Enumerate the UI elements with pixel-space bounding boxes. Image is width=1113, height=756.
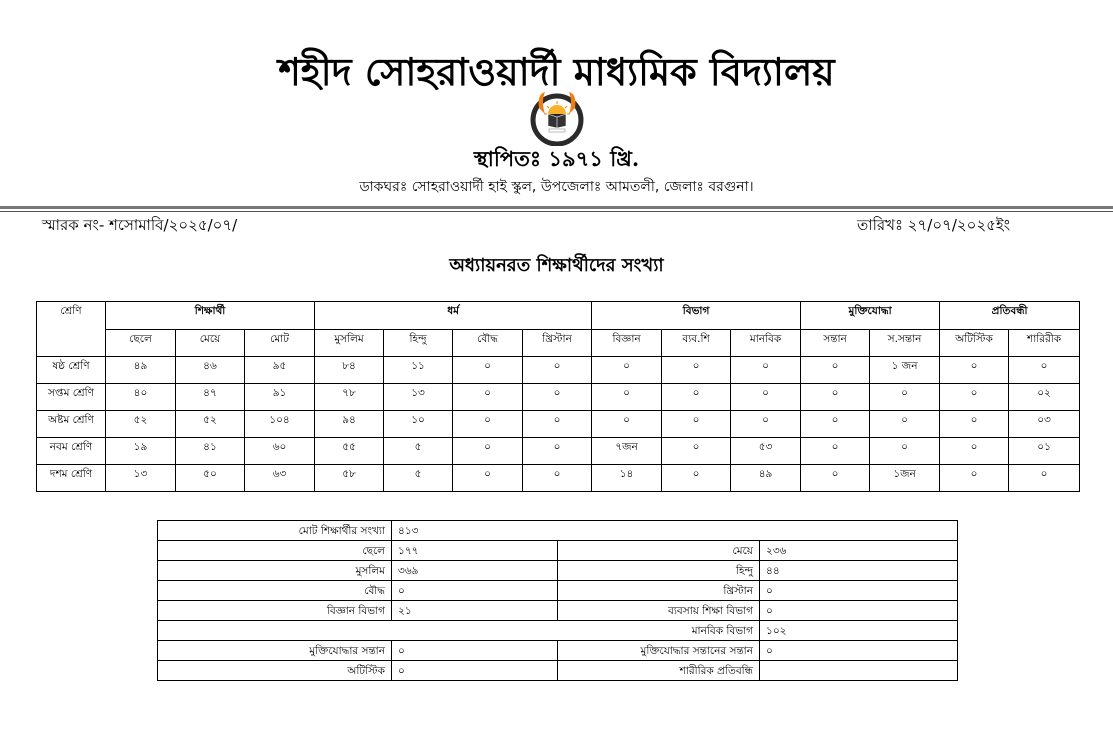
table-cell: ০	[662, 357, 731, 384]
table-cell: ০	[801, 384, 870, 411]
subheader-cell: মোট	[245, 330, 315, 357]
summary-row	[158, 641, 958, 661]
class-name-cell: ষষ্ঠ শ্রেণি	[37, 357, 106, 384]
table-cell: ০	[731, 411, 801, 438]
class-name-cell: দশম শ্রেণি	[37, 465, 106, 492]
table-cell: ৪৯	[731, 465, 801, 492]
table-cell: ০	[940, 411, 1009, 438]
header-class: শ্রেণি	[37, 302, 106, 357]
table-cell: ৪০	[106, 384, 176, 411]
table-cell: ৫৮	[315, 465, 384, 492]
subheader-cell: মুসলিম	[315, 330, 384, 357]
table-cell: ৫০	[176, 465, 245, 492]
group-religion: ধর্ম	[315, 302, 592, 330]
hindu-value: ৪৪	[760, 561, 958, 581]
girls-value: ২৩৬	[760, 541, 958, 561]
school-logo-icon	[527, 90, 587, 146]
hindu-label: হিন্দু	[558, 561, 760, 581]
summary-row	[158, 561, 958, 581]
total-students-value: ৪১৩	[392, 521, 958, 541]
table-cell: ০	[731, 384, 801, 411]
table-cell: ৭৮	[315, 384, 384, 411]
table-row	[37, 384, 1080, 411]
table-cell: ০	[523, 357, 592, 384]
table-cell: ০	[870, 438, 940, 465]
summary-row	[158, 661, 958, 681]
boys-value: ১৭৭	[392, 541, 558, 561]
section-title: অধ্যায়নরত শিক্ষার্থীদের সংখ্যা	[449, 255, 664, 276]
student-count-table	[36, 301, 1080, 492]
science-value: ২১	[392, 601, 558, 621]
table-cell: ৬৩	[245, 465, 315, 492]
table-cell: ০	[940, 357, 1009, 384]
table-cell: ০	[523, 411, 592, 438]
established-year: স্থাপিতঃ ১৯৭১ খ্রি.	[473, 146, 640, 171]
subheader-cell: বিজ্ঞান	[592, 330, 662, 357]
table-cell: ০১	[1009, 438, 1080, 465]
table-cell: ০	[731, 357, 801, 384]
table-cell: ০	[940, 465, 1009, 492]
table-cell: ৯৫	[245, 357, 315, 384]
table-cell: ৫	[384, 438, 453, 465]
ff-grandchild-label: মুক্তিযোদ্ধার সন্তানের সন্তান	[558, 641, 760, 661]
table-cell: ৯১	[245, 384, 315, 411]
autistic-label: অটিস্টিক	[158, 661, 392, 681]
business-label: ব্যবসায় শিক্ষা বিভাগ	[558, 601, 760, 621]
table-cell: ১৩	[106, 465, 176, 492]
table-cell: ৫২	[106, 411, 176, 438]
subheader-cell: খ্রিস্টান	[523, 330, 592, 357]
table-row	[37, 411, 1080, 438]
muslim-label: মুসলিম	[158, 561, 392, 581]
summary-row	[158, 581, 958, 601]
table-cell: ৪৯	[106, 357, 176, 384]
table-cell: ০	[662, 465, 731, 492]
subheader-cell: সন্তান	[801, 330, 870, 357]
table-cell: ০	[523, 438, 592, 465]
table-cell: ৪১	[176, 438, 245, 465]
table-cell: ০	[592, 384, 662, 411]
humanities-value: ১০২	[760, 621, 958, 641]
ff-grandchild-value: ০	[760, 641, 958, 661]
group-students: শিক্ষার্থী	[106, 302, 315, 330]
table-cell: ০	[523, 465, 592, 492]
table-cell: ৪৭	[176, 384, 245, 411]
school-name: শহীদ সোহরাওয়ার্দী মাধ্যমিক বিদ্যালয়	[278, 49, 835, 94]
document-date: তারিখঃ ২৭/০৭/২০২৫ইং	[857, 216, 1011, 234]
christian-label: খ্রিস্টান	[558, 581, 760, 601]
memo-number: স্মারক নং- শসোমাবি/২০২৫/০৭/	[42, 216, 238, 234]
christian-value: ০	[760, 581, 958, 601]
table-cell: ১০৪	[245, 411, 315, 438]
subheader-cell: মানবিক	[731, 330, 801, 357]
table-cell: ৭জন	[592, 438, 662, 465]
subheader-cell: হিন্দু	[384, 330, 453, 357]
table-cell: ৬০	[245, 438, 315, 465]
table-cell: ৫	[384, 465, 453, 492]
table-cell: ০	[453, 384, 523, 411]
class-name-cell: সপ্তম শ্রেণি	[37, 384, 106, 411]
summary-table	[157, 520, 958, 681]
table-cell: ০৩	[1009, 411, 1080, 438]
group-freedom-fighter: মুক্তিযোদ্ধা	[801, 302, 940, 330]
table-cell: ০	[801, 438, 870, 465]
summary-row	[158, 541, 958, 561]
table-cell: ০	[453, 465, 523, 492]
table-cell: ০	[592, 411, 662, 438]
subheader-cell: স.সন্তান	[870, 330, 940, 357]
buddhist-value: ০	[392, 581, 558, 601]
table-cell: ০	[662, 384, 731, 411]
physical-disability-label: শারীরিক প্রতিবন্ধি	[558, 661, 760, 681]
ff-child-label: মুক্তিযোদ্ধার সন্তান	[158, 641, 392, 661]
humanities-label: মানবিক বিভাগ	[158, 621, 760, 641]
table-cell: ০	[453, 357, 523, 384]
summary-row	[158, 621, 958, 641]
table-cell: ০	[453, 411, 523, 438]
table-row	[37, 465, 1080, 492]
table-cell: ৪৬	[176, 357, 245, 384]
class-name-cell: অষ্টম শ্রেণি	[37, 411, 106, 438]
table-cell: ০	[801, 411, 870, 438]
table-cell: ১জন	[870, 465, 940, 492]
table-cell: ১৯	[106, 438, 176, 465]
table-row	[37, 357, 1080, 384]
table-cell: ০	[940, 438, 1009, 465]
table-cell: ০	[523, 384, 592, 411]
subheader-cell: ব্যব.শি	[662, 330, 731, 357]
table-cell: ৮৪	[315, 357, 384, 384]
boys-label: ছেলে	[158, 541, 392, 561]
school-address: ডাকঘরঃ সোহরাওয়ার্দী হাই স্কুল, উপজেলাঃ আমতলী, জেলাঃ বরগুনা।	[359, 179, 754, 195]
subheader-cell: বৌদ্ধ	[453, 330, 523, 357]
group-disability: প্রতিবন্ধী	[940, 302, 1080, 330]
physical-disability-value	[760, 661, 958, 681]
subheader-cell: শারিরীক	[1009, 330, 1080, 357]
subheader-cell: ছেলে	[106, 330, 176, 357]
table-cell: ০	[870, 411, 940, 438]
ff-child-value: ০	[392, 641, 558, 661]
table-cell: ০	[870, 384, 940, 411]
table-cell: ০	[1009, 465, 1080, 492]
buddhist-label: বৌদ্ধ	[158, 581, 392, 601]
table-row	[37, 438, 1080, 465]
table-cell: ০	[662, 438, 731, 465]
table-cell: ০	[592, 357, 662, 384]
table-cell: ০২	[1009, 384, 1080, 411]
table-cell: ০	[801, 465, 870, 492]
girls-label: মেয়ে	[558, 541, 760, 561]
summary-row	[158, 601, 958, 621]
table-cell: ৯৪	[315, 411, 384, 438]
table-cell: ১৪	[592, 465, 662, 492]
group-department: বিভাগ	[592, 302, 801, 330]
header-divider-thick	[0, 206, 1113, 209]
table-cell: ১০	[384, 411, 453, 438]
table-cell: ১ জন	[870, 357, 940, 384]
table-cell: ৫৩	[731, 438, 801, 465]
table-cell: ৫৫	[315, 438, 384, 465]
table-cell: ০	[801, 357, 870, 384]
subheader-cell: অটিস্টিক	[940, 330, 1009, 357]
table-cell: ০	[662, 411, 731, 438]
summary-row	[158, 521, 958, 541]
business-value: ০	[760, 601, 958, 621]
subheader-cell: মেয়ে	[176, 330, 245, 357]
muslim-value: ৩৬৯	[392, 561, 558, 581]
total-students-label: মোট শিক্ষার্থীর সংখ্যা	[158, 521, 392, 541]
table-cell: ০	[453, 438, 523, 465]
table-cell: ০	[940, 384, 1009, 411]
header-divider-thin	[0, 211, 1113, 212]
class-name-cell: নবম শ্রেণি	[37, 438, 106, 465]
science-label: বিজ্ঞান বিভাগ	[158, 601, 392, 621]
table-cell: ১৩	[384, 384, 453, 411]
table-cell: ১১	[384, 357, 453, 384]
table-cell: ০	[1009, 357, 1080, 384]
table-cell: ৫২	[176, 411, 245, 438]
autistic-value: ০	[392, 661, 558, 681]
